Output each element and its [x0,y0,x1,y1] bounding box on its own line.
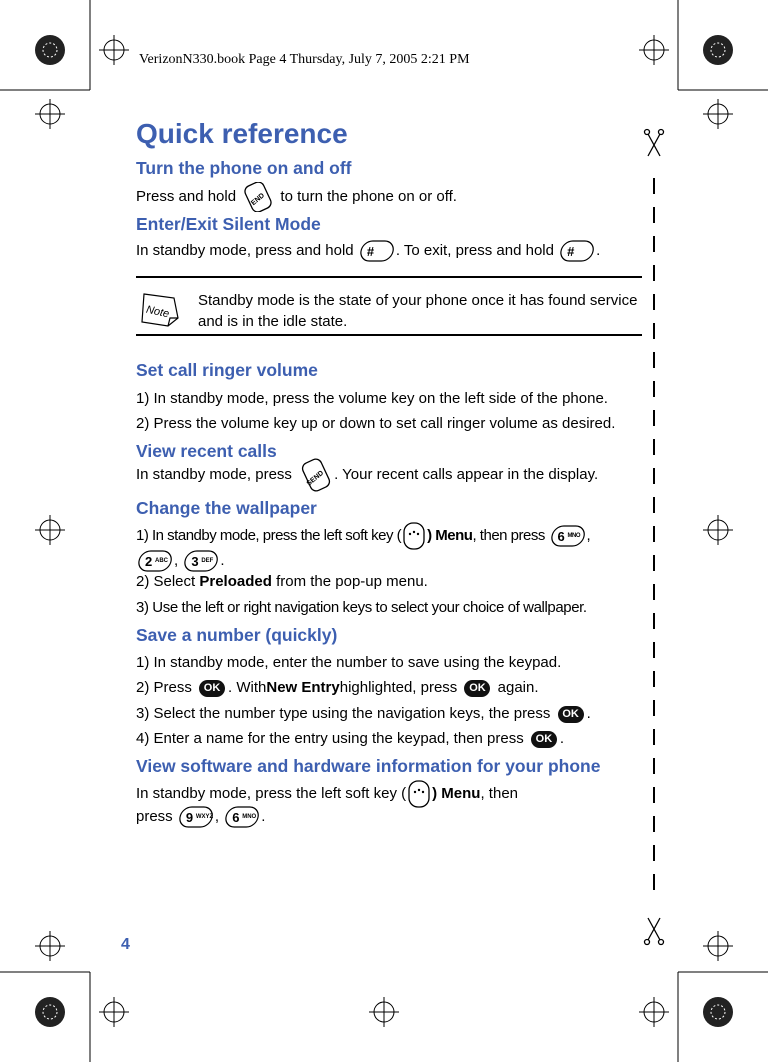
two-key-icon: 2 ABC [138,550,172,572]
starburst-bl-icon [35,997,65,1027]
page-number: 4 [121,936,130,953]
crosshair-left-mid-icon [35,515,65,545]
crosshair-right-mid-icon [703,515,733,545]
starburst-tl-icon [35,35,65,65]
left-soft-key-icon [407,780,431,808]
page-title: Quick reference [136,118,348,149]
six-key-icon: 6 MNO [225,806,259,828]
scissors-bottom-icon [645,918,664,945]
send-key-icon: SEND [298,458,332,492]
three-key-icon: 3 DEF [184,550,218,572]
scissors-top-icon [645,130,664,157]
info-step-line1: In standby mode, press the left soft key ( ) Menu, then [136,780,518,808]
wallpaper-step-2: 2) Select Preloaded from the pop-up menu. [136,573,428,590]
note-text: Standby mode is the state of your phone once it has found service and is in the idle state. [198,292,638,330]
ringer-step-1: 1) In standby mode, press the volume key on the left side of the phone. [136,390,608,407]
ok-key-icon: OK [558,706,584,723]
heading-silent-mode: Enter/Exit Silent Mode [136,214,321,234]
info-step-line2: press 9 WXYZ , 6 MNO . [136,806,265,828]
power-instruction: Press and hold END to turn the phone on or off. [136,182,457,212]
save-step-2: 2) Press OK . WithNew Entryhighlighted, press OK again. [136,679,539,697]
heading-save-number: Save a number (quickly) [136,625,338,645]
save-step-1: 1) In standby mode, enter the number to save using the keypad. [136,654,562,671]
crosshair-bl-icon [99,997,129,1027]
crosshair-bc-icon [369,997,399,1027]
end-key-icon: END [242,182,274,212]
save-step-4: 4) Enter a name for the entry using the keypad, then press OK . [136,730,565,748]
note-icon-label: Note [145,303,171,321]
crosshair-right-top-icon [703,99,733,129]
heading-software-info: View software and hardware information for your phone [136,756,601,776]
heading-ringer-volume: Set call ringer volume [136,360,318,380]
heading-power: Turn the phone on and off [136,158,352,178]
nine-key-icon: 9 WXYZ [179,806,213,828]
heading-recent-calls: View recent calls [136,441,277,461]
note-top-rule [136,276,642,278]
starburst-tr-icon [703,35,733,65]
crosshair-tl-icon [99,35,129,65]
crosshair-left-bottom-icon [35,931,65,961]
left-soft-key-icon [402,522,426,550]
ok-key-icon: OK [531,731,557,748]
save-step-3: 3) Select the number type using the navigation keys, the press OK . [136,705,591,723]
wallpaper-step-1-keys: 2 ABC , 3 DEF . [136,550,225,572]
hash-key-icon: # [360,240,394,262]
six-key-icon: 6 MNO [551,525,585,547]
wallpaper-step-3: 3) Use the left or right navigation keys to select your choice of wallpaper. [136,599,587,616]
recent-instruction: In standby mode, press SEND . Your recent calls appear in the display. [136,458,598,492]
crosshair-br-icon [639,997,669,1027]
print-header: VerizonN330.book Page 4 Thursday, July 7, 2005 2:21 PM [139,52,470,67]
crosshair-left-top-icon [35,99,65,129]
silent-instruction: In standby mode, press and hold # . To exit, press and hold # . [136,240,600,262]
crosshair-tr-icon [639,35,669,65]
wallpaper-step-1: 1) In standby mode, press the left soft key ( ) Menu, then press 6 MNO , [136,522,590,550]
starburst-br-icon [703,997,733,1027]
ok-key-icon: OK [199,680,225,697]
crosshair-right-bottom-icon [703,931,733,961]
ok-key-icon: OK [464,680,490,697]
hash-key-icon: # [560,240,594,262]
heading-wallpaper: Change the wallpaper [136,498,317,518]
ringer-step-2: 2) Press the volume key up or down to set call ringer volume as desired. [136,415,616,432]
note-bottom-rule [136,334,642,336]
